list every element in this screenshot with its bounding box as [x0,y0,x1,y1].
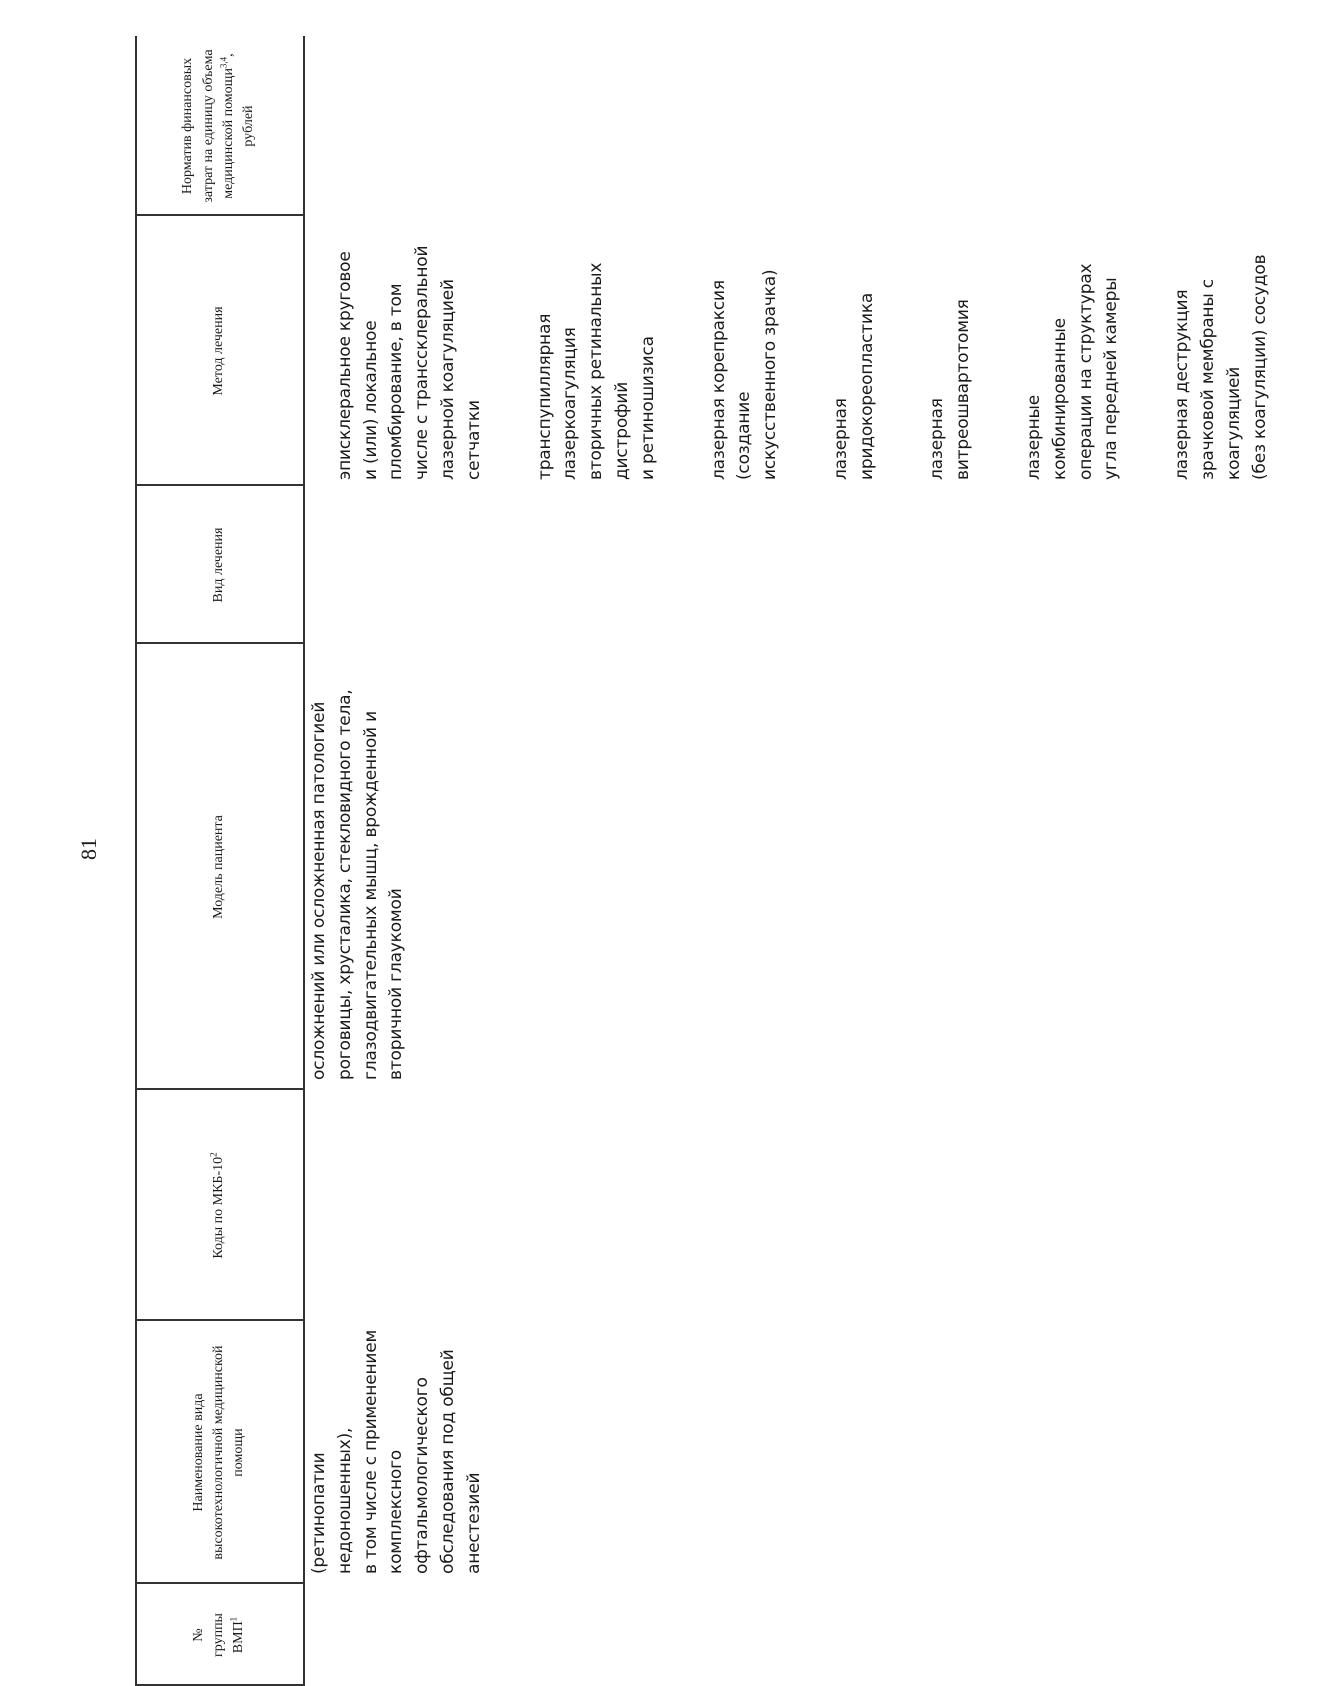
treatment-method-item: лазерная корепраксия (создание искусственного зрачка) [708,269,781,480]
treatment-method-item: лазерная витреошвартотомия [927,299,974,480]
header-cost-wrap [178,44,259,208]
header-cost-text: Норматив финансовых затрат на единицу объема медицинской помощи [180,49,236,203]
header-icd-codes [135,1090,303,1321]
cell-patient-model: осложнений или осложненная патологией роговицы, хрусталика, стекловидного тела, глазодвигательных мышц, врожденной и вторичной глаукомой [309,689,407,1080]
treatment-method-item: лазерная иридокореопластика [830,292,877,480]
page-number: 81 [76,838,101,860]
header-cost-unit: , рублей [221,53,257,147]
header-group-no-line3: ВМП [231,1621,247,1654]
treatment-method-item: эписклеральное круговое и (или) локальное пломбирование, в том числе с транссклеральной лазерной коагуляцией сетчатки [334,245,484,480]
header-bottom-border [303,36,305,1686]
header-treatment-method-text: Метод лечения [210,306,226,396]
header-treatment-type [135,486,303,644]
footnote-ref: 3,4 [218,56,229,69]
header-vmp-name [135,1321,303,1584]
cell-vmp-name: (ретинопатии недоношенных), в том числе с применением комплексного офтальмологического обследования под общей анестезией [309,1329,484,1574]
header-icd-wrap [209,1152,229,1258]
header-group-number [135,1584,303,1686]
vmp-table [135,36,1270,1686]
header-group-no-line2: группы [210,1613,226,1657]
header-patient-model-text: Модель пациента [210,815,226,919]
header-treatment-method [135,216,303,486]
header-vmp-name-text: Наименование вида высокотехнологичной медицинской помощи [190,1345,247,1560]
header-icd-text: Коды по МКБ-10 [210,1156,226,1259]
treatment-method-item: лазерная деструкция зрачковой мембраны с коагуляцией (без коагуляции) сосудов [1172,254,1270,480]
header-group-no-line3-wrap [229,1613,249,1657]
treatment-method-item: транспупиллярная лазеркоагуляция вторичных ретинальных дистрофий и ретиношизиса [534,262,658,480]
header-treatment-type-text: Вид лечения [210,527,226,603]
footnote-ref: 2 [208,1152,219,1157]
header-cost-norm [135,36,303,216]
header-patient-model [135,644,303,1090]
cell-treatment-methods [307,208,1318,480]
header-group-no-line1: № [190,1628,206,1642]
footnote-ref: 1 [228,1616,239,1622]
treatment-method-item: лазерные комбинированные операции на структурах угла передней камеры [1023,263,1122,480]
